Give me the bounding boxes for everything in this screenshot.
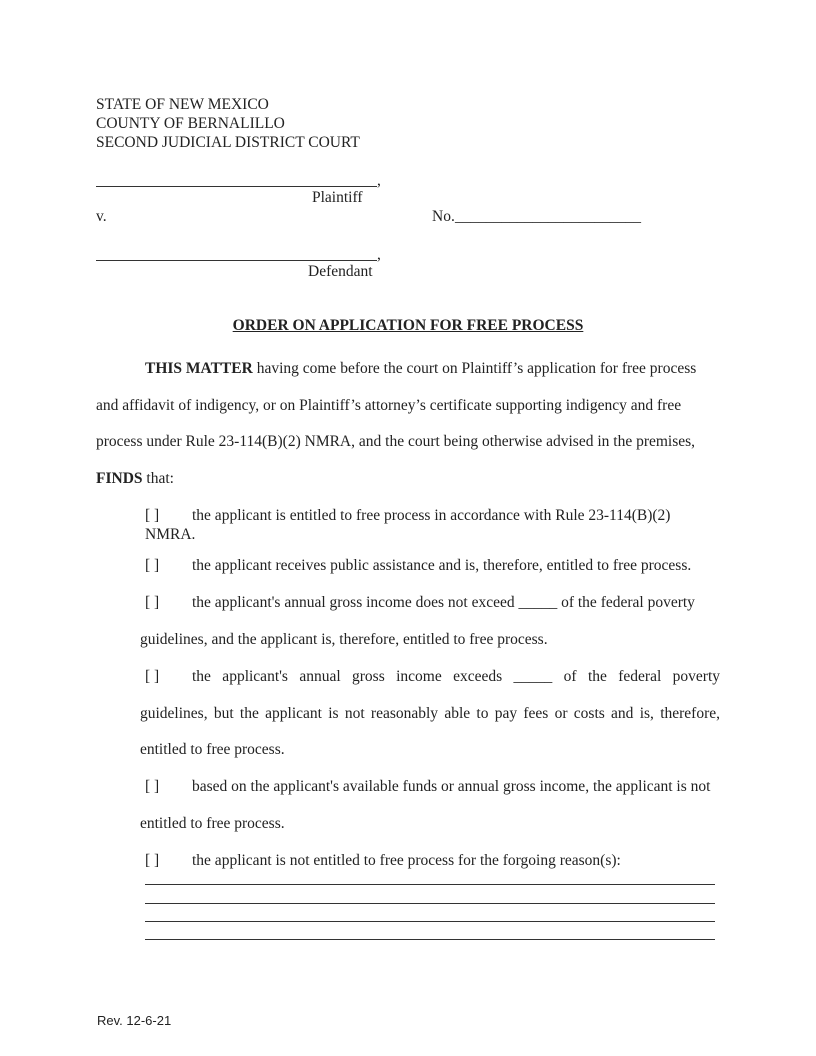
finding-4-checkbox[interactable]: [ ]: [145, 668, 160, 685]
finding-4-line-1: the applicant's annual gross income exceeds _____ of the federal poverty: [192, 668, 720, 685]
finding-3-line-2: guidelines, and the applicant is, therefore, entitled to free process.: [140, 631, 548, 648]
plaintiff-name-line[interactable]: [96, 186, 377, 187]
finding-3-checkbox[interactable]: [ ]: [145, 594, 160, 611]
intro-finds-line: [96, 470, 174, 488]
finding-3-line-1: the applicant's annual gross income does not exceed _____ of the federal poverty: [192, 594, 695, 611]
reason-line-1[interactable]: [145, 884, 715, 885]
finding-5-checkbox[interactable]: [ ]: [145, 778, 160, 795]
case-number-label: No.: [432, 208, 455, 225]
intro-line-1: [145, 360, 696, 378]
finding-5-line-1: based on the applicant's available funds or annual gross income, the applicant is not: [192, 778, 711, 795]
case-number-field[interactable]: ________________________: [455, 208, 641, 225]
intro-finds: FINDS: [96, 470, 143, 487]
versus-label: v.: [96, 208, 107, 225]
reason-line-2[interactable]: [145, 903, 715, 904]
intro-line-3: process under Rule 23-114(B)(2) NMRA, and the court being otherwise advised in the premises,: [96, 433, 696, 450]
reason-line-4[interactable]: [145, 939, 715, 940]
order-title: ORDER ON APPLICATION FOR FREE PROCESS: [232, 317, 584, 334]
finding-1-checkbox[interactable]: [ ]: [145, 507, 160, 524]
plaintiff-label: Plaintiff: [312, 189, 363, 206]
finding-2-line-1: the applicant receives public assistance and is, therefore, entitled to free process.: [192, 557, 692, 574]
finding-2-checkbox[interactable]: [ ]: [145, 557, 160, 574]
intro-finds-rest: that:: [142, 470, 174, 487]
finding-4-line-2: guidelines, but the applicant is not reasonably able to pay fees or costs and is, therefore,: [140, 705, 720, 722]
defendant-comma: ,: [377, 246, 381, 263]
intro-lead: THIS MATTER: [145, 360, 253, 377]
finding-5-line-2: entitled to free process.: [140, 815, 285, 832]
reason-line-3[interactable]: [145, 921, 715, 922]
defendant-name-line[interactable]: [96, 260, 377, 261]
intro-line-2: and affidavit of indigency, or on Plaintiff’s attorney’s certificate supporting indigency and free: [96, 397, 682, 414]
finding-1-line-2: NMRA.: [145, 526, 196, 543]
plaintiff-comma: ,: [377, 172, 381, 189]
court-county: COUNTY OF BERNALILLO: [96, 115, 285, 132]
finding-6-checkbox[interactable]: [ ]: [145, 852, 160, 869]
court-state: STATE OF NEW MEXICO: [96, 96, 269, 113]
finding-1-line-1: the applicant is entitled to free process in accordance with Rule 23-114(B)(2): [192, 507, 671, 524]
finding-6-line-1: the applicant is not entitled to free process for the forgoing reason(s):: [192, 852, 621, 869]
finding-4-line-3: entitled to free process.: [140, 741, 285, 758]
defendant-label: Defendant: [308, 263, 373, 280]
court-name: SECOND JUDICIAL DISTRICT COURT: [96, 134, 360, 151]
intro-line-1-text: having come before the court on Plaintiff’s application for free process: [252, 360, 697, 377]
revision-footer: Rev. 12-6-21: [97, 1013, 172, 1028]
